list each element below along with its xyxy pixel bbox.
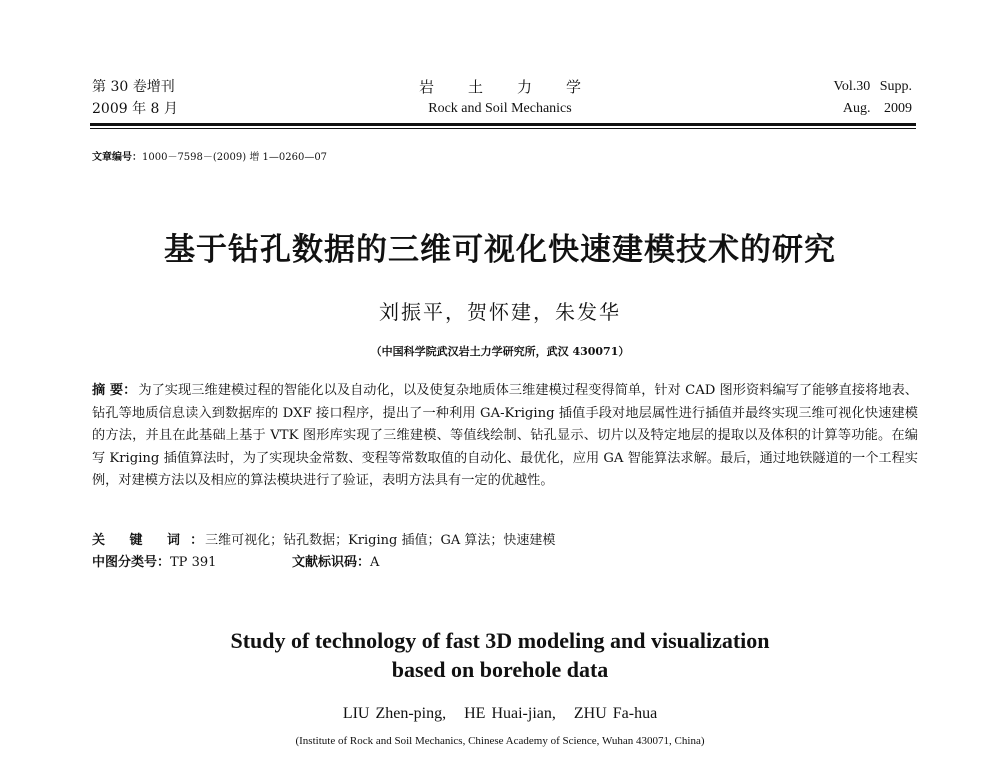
- article-number-value: 1000－7598－(2009) 增 1—0260—07: [142, 152, 328, 163]
- paper-title-en-line2: based on borehole data: [391, 657, 609, 682]
- paper-title-en: [0, 626, 1000, 684]
- journal-name-en: Rock and Soil Mechanics: [428, 101, 572, 116]
- header-left: [92, 76, 178, 120]
- abstract-label: 摘 要：: [92, 383, 137, 398]
- article-number: [92, 148, 327, 163]
- keywords-label: 关 键 词: [92, 533, 191, 548]
- authors-cn: 刘振平，贺怀建，朱发华: [379, 300, 621, 324]
- keywords: [92, 531, 555, 551]
- authors-en: LIU Zhen-ping, HE Huai-jian, ZHU Fa-hua: [342, 705, 658, 722]
- clc-number: [92, 553, 216, 573]
- article-number-label: 文章编号：: [92, 152, 142, 163]
- date-en: Aug. 2009: [842, 101, 912, 116]
- clc-value: TP 391: [170, 555, 217, 570]
- volume-en: Vol.30 Supp.: [833, 79, 912, 94]
- abstract: [92, 380, 918, 493]
- keywords-text: 三维可视化；钻孔数据；Kriging 插值；GA 算法；快速建模: [205, 533, 556, 548]
- affiliation-en: (Institute of Rock and Soil Mechanics, Chinese Academy of Science, Wuhan 430071, China): [295, 735, 705, 747]
- abstract-text: 为了实现三维建模过程的智能化以及自动化，以及使复杂地质体三维建模过程变得简单，针对 CAD 图形资料编写了能够直接将地表、钻孔等地质信息读入到数据库的 DXF 接口程序，提出了一种利用 GA-Kriging 插值手段对地层属性进行插值并最终实现三维可视化快速建模的方法，并且在此基础上基于 VTK 图形库实现了三维建模、等值线绘制、钻孔显示、切片以及特定地层的提取以及体积的计算等功能。在编写 Kriging 插值算法时，为了实现块金常数、变程等常数取值的自动化、最优化，应用 GA 智能算法求解。最后，通过地铁隧道的一个工程实例，对建模方法以及相应的算法模块进行了验证，表明方法具有一定的优越性。: [92, 383, 918, 489]
- journal-name-cn: 岩土力学: [418, 78, 615, 96]
- affiliation-cn: （中国科学院武汉岩土力学研究所，武汉 430071）: [370, 345, 630, 358]
- document-code-value: A: [370, 555, 380, 570]
- paper-title-en-line1: Study of technology of fast 3D modeling and visualization: [230, 628, 770, 653]
- header-center: [400, 76, 615, 120]
- keywords-colon: ：: [190, 533, 204, 548]
- paper-title-cn: 基于钻孔数据的三维可视化快速建模技术的研究: [164, 232, 836, 268]
- date-cn: 2009 年 8 月: [92, 101, 178, 117]
- document-code-label: 文献标识码：: [292, 555, 371, 570]
- volume-cn: 第 30 卷增刊: [92, 79, 175, 95]
- header-right: [834, 76, 912, 120]
- document-code: [292, 553, 379, 573]
- header-rule-thick: [90, 123, 916, 126]
- clc-label: 中图分类号：: [92, 555, 171, 570]
- header-rule-thin: [90, 128, 916, 129]
